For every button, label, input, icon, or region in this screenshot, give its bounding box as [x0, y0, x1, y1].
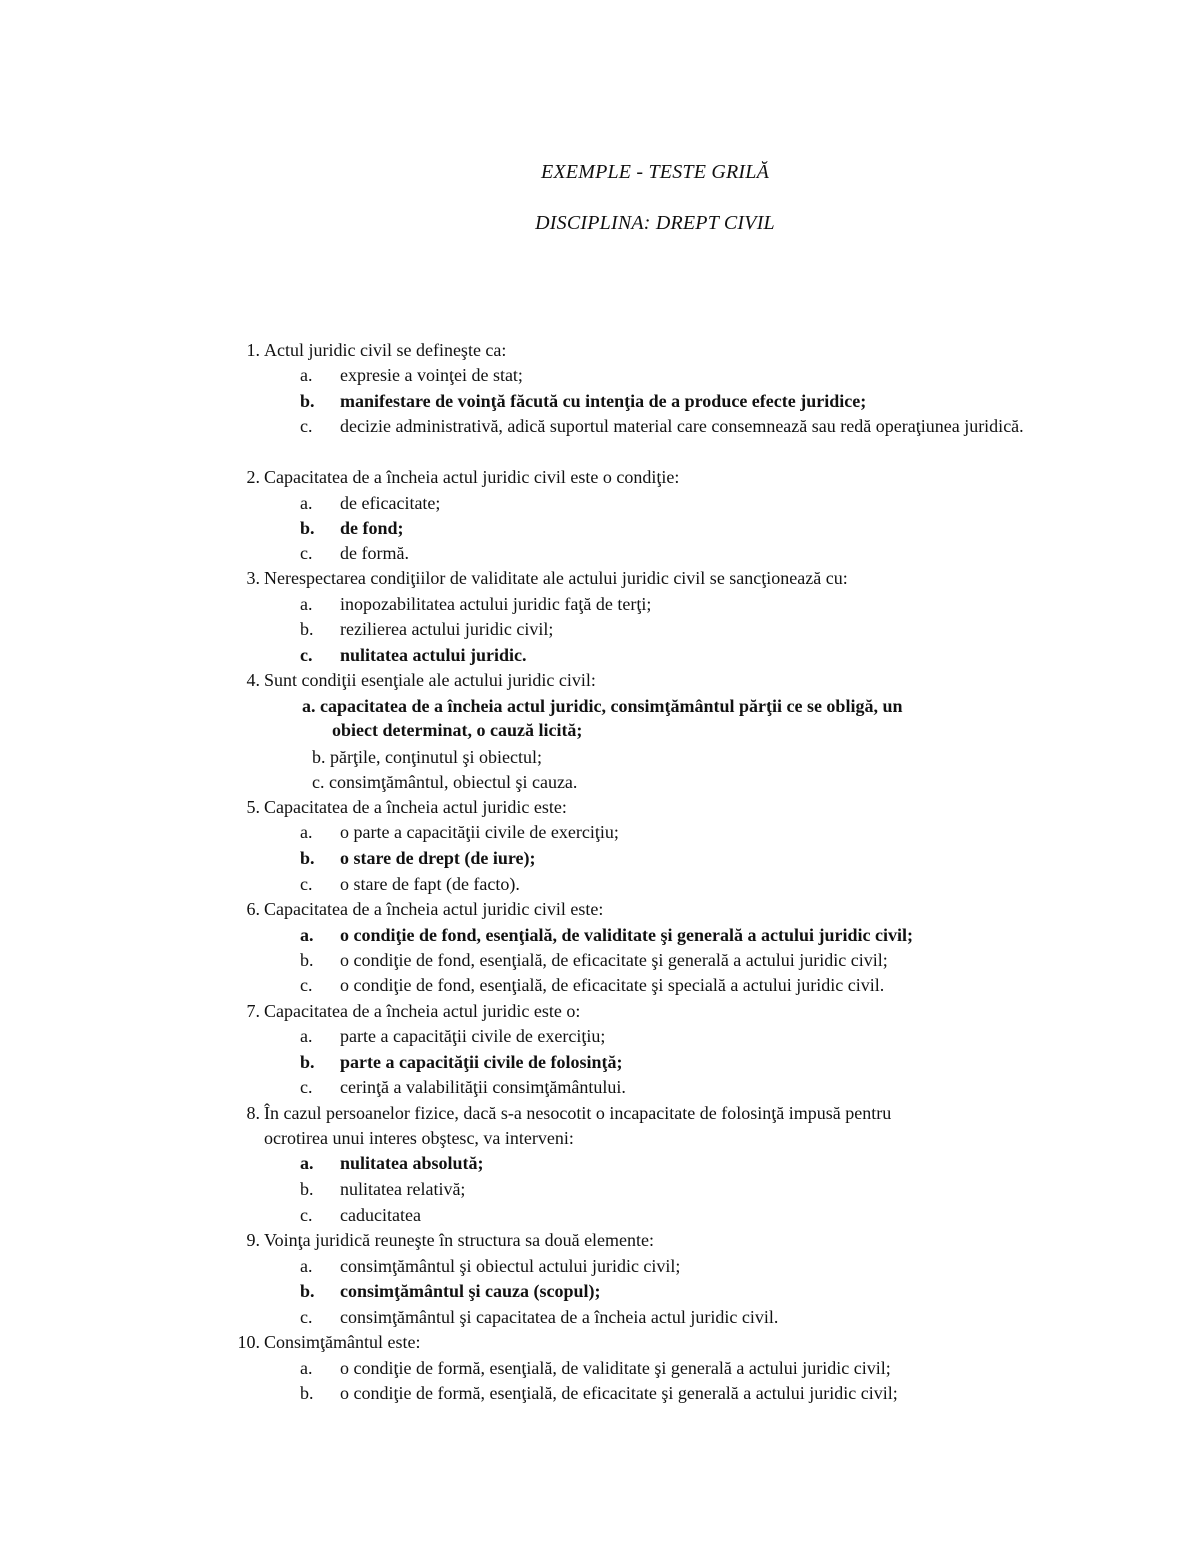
- option-label: a.: [300, 594, 313, 614]
- option-text: o parte a capacităţii civile de exerciţiu;: [340, 822, 619, 842]
- question-7: [230, 999, 1080, 1023]
- option-6a-correct: [300, 923, 1080, 947]
- question-number: 1.: [246, 340, 260, 360]
- option-5a: [300, 820, 1080, 844]
- question-1: [230, 338, 1080, 362]
- option-9b-correct: [300, 1279, 1080, 1303]
- question-4: [230, 668, 1080, 692]
- question-5: [230, 795, 1080, 819]
- option-5b-correct: [300, 846, 1080, 870]
- option-label: c.: [300, 975, 313, 995]
- option-1a: [300, 363, 1080, 387]
- option-text: parte a capacităţii civile de folosinţă;: [340, 1052, 623, 1072]
- option-label: b.: [300, 391, 315, 411]
- option-text: de fond;: [340, 518, 404, 538]
- option-label: a.: [300, 493, 313, 513]
- option-label: a.: [300, 822, 313, 842]
- option-text: de eficacitate;: [340, 493, 441, 513]
- option-3c-correct: [300, 643, 1080, 667]
- option-label: a.: [300, 925, 314, 945]
- option-text: parte a capacităţii civile de exerciţiu;: [340, 1026, 606, 1046]
- option-text: inopozabilitatea actului juridic faţă de terţi;: [340, 594, 652, 614]
- question-text-continuation: ocrotirea unui interes obştesc, va interveni:: [264, 1128, 574, 1148]
- option-text: manifestare de voinţă făcută cu intenţia de a produce efecte juridice;: [340, 391, 867, 411]
- question-number: 4.: [246, 670, 260, 690]
- option-text-continuation: obiect determinat, o cauză licită;: [332, 720, 583, 740]
- option-label: c.: [312, 772, 325, 792]
- option-text: consimţământul şi cauza (scopul);: [340, 1281, 601, 1301]
- question-6: [230, 897, 1080, 921]
- option-text: consimţământul şi capacitatea de a încheia actul juridic civil.: [340, 1307, 779, 1327]
- question-number: 8.: [246, 1103, 260, 1123]
- option-text: părţile, conţinutul şi obiectul;: [330, 747, 542, 767]
- option-label: a.: [300, 365, 313, 385]
- option-7c: [300, 1075, 1080, 1099]
- option-text: cerinţă a valabilităţii consimţământului.: [340, 1077, 626, 1097]
- question-text: Nerespectarea condiţiilor de validitate ale actului juridic civil se sancţionează cu:: [264, 568, 848, 588]
- option-text: consimţământul şi obiectul actului juridic civil;: [340, 1256, 681, 1276]
- option-text: o stare de fapt (de facto).: [340, 874, 520, 894]
- question-text: Consimţământul este:: [264, 1332, 421, 1352]
- question-number: 7.: [246, 1001, 260, 1021]
- question-text: Capacitatea de a încheia actul juridic civil este o condiţie:: [264, 467, 680, 487]
- option-4c: [312, 770, 1072, 794]
- option-label: c.: [300, 543, 313, 563]
- option-label: b.: [300, 1179, 314, 1199]
- option-text: o stare de drept (de iure);: [340, 848, 536, 868]
- option-label: c.: [300, 645, 313, 665]
- document-title: EXEMPLE - TESTE GRILĂ: [540, 161, 770, 183]
- option-7a: [300, 1024, 1080, 1048]
- option-label: a.: [300, 1358, 313, 1378]
- option-text: o condiţie de fond, esenţială, de eficacitate şi generală a actului juridic civil;: [340, 950, 888, 970]
- question-number: 6.: [246, 899, 260, 919]
- question-10: [230, 1330, 1080, 1354]
- option-9a: [300, 1254, 1080, 1278]
- question-text: Capacitatea de a încheia actul juridic este o:: [264, 1001, 581, 1021]
- option-text: nulitatea actului juridic.: [340, 645, 527, 665]
- option-text: rezilierea actului juridic civil;: [340, 619, 554, 639]
- option-2b-correct: [300, 516, 1080, 540]
- option-1c: [300, 414, 1080, 462]
- question-3: [230, 566, 1080, 590]
- option-text: expresie a voinţei de stat;: [340, 365, 523, 385]
- option-label: a.: [300, 1153, 314, 1173]
- option-label: b.: [300, 1052, 315, 1072]
- option-8b: [300, 1177, 1080, 1201]
- option-8a-correct: [300, 1151, 1080, 1175]
- option-label: b.: [300, 950, 314, 970]
- option-10a: [300, 1356, 1080, 1380]
- question-number: 5.: [246, 797, 260, 817]
- question-text: Capacitatea de a încheia actul juridic civil este:: [264, 899, 604, 919]
- option-text: decizie administrativă, adică suportul material care consemnează sau redă operaţiunea juridică.: [340, 416, 1024, 436]
- option-text: o condiţie de fond, esenţială, de eficacitate şi specială a actului juridic civil.: [340, 975, 885, 995]
- option-text: o condiţie de formă, esenţială, de eficacitate şi generală a actului juridic civil;: [340, 1383, 898, 1403]
- option-label: b.: [312, 747, 326, 767]
- option-6b: [300, 948, 1080, 972]
- option-6c: [300, 973, 1080, 997]
- option-label: b.: [300, 1383, 314, 1403]
- option-label: b.: [300, 848, 315, 868]
- option-label: c.: [300, 1077, 313, 1097]
- option-3a: [300, 592, 1080, 616]
- question-number: 9.: [246, 1230, 260, 1250]
- question-text: Voinţa juridică reuneşte în structura sa două elemente:: [264, 1230, 655, 1250]
- option-4b: [312, 745, 1072, 769]
- option-2a: [300, 491, 1080, 515]
- option-label: a.: [300, 1256, 313, 1276]
- discipline-heading: DISCIPLINA: DREPT CIVIL: [535, 212, 775, 234]
- question-text: Actul juridic civil se defineşte ca:: [264, 340, 507, 360]
- question-text: Sunt condiţii esenţiale ale actului juridic civil:: [264, 670, 596, 690]
- question-text: Capacitatea de a încheia actul juridic este:: [264, 797, 567, 817]
- option-text: capacitatea de a încheia actul juridic, consimţământul părţii ce se obligă, un: [320, 696, 903, 716]
- option-8c: [300, 1203, 1080, 1227]
- option-label: c.: [300, 1307, 313, 1327]
- question-text: În cazul persoanelor fizice, dacă s-a nesocotit o incapacitate de folosinţă impusă pentru: [264, 1103, 892, 1123]
- question-number: 10.: [237, 1332, 260, 1352]
- option-text: caducitatea: [340, 1205, 421, 1225]
- option-label: b.: [300, 1281, 315, 1301]
- option-2c: [300, 541, 1080, 565]
- option-text: o condiţie de formă, esenţială, de validitate şi generală a actului juridic civil;: [340, 1358, 891, 1378]
- option-10b: [300, 1381, 1080, 1405]
- option-label: a.: [300, 1026, 313, 1046]
- option-label: b.: [300, 619, 314, 639]
- question-2: [230, 465, 1080, 489]
- option-5c: [300, 872, 1080, 896]
- option-label: b.: [300, 518, 315, 538]
- option-text: nulitatea relativă;: [340, 1179, 466, 1199]
- option-text: o condiţie de fond, esenţială, de validitate şi generală a actului juridic civil;: [340, 925, 913, 945]
- option-3b: [300, 617, 1080, 641]
- question-number: 3.: [246, 568, 260, 588]
- question-8: [230, 1101, 1080, 1149]
- option-1b-correct: [300, 389, 1080, 413]
- option-label: c.: [300, 874, 313, 894]
- option-label: a.: [302, 696, 316, 716]
- option-4a-correct: [302, 694, 1062, 742]
- option-label: c.: [300, 416, 313, 436]
- option-text: consimţământul, obiectul şi cauza.: [329, 772, 578, 792]
- option-7b-correct: [300, 1050, 1080, 1074]
- question-9: [230, 1228, 1080, 1252]
- option-9c: [300, 1305, 1080, 1329]
- option-text: nulitatea absolută;: [340, 1153, 484, 1173]
- option-text: de formă.: [340, 543, 409, 563]
- option-label: c.: [300, 1205, 313, 1225]
- question-number: 2.: [246, 467, 260, 487]
